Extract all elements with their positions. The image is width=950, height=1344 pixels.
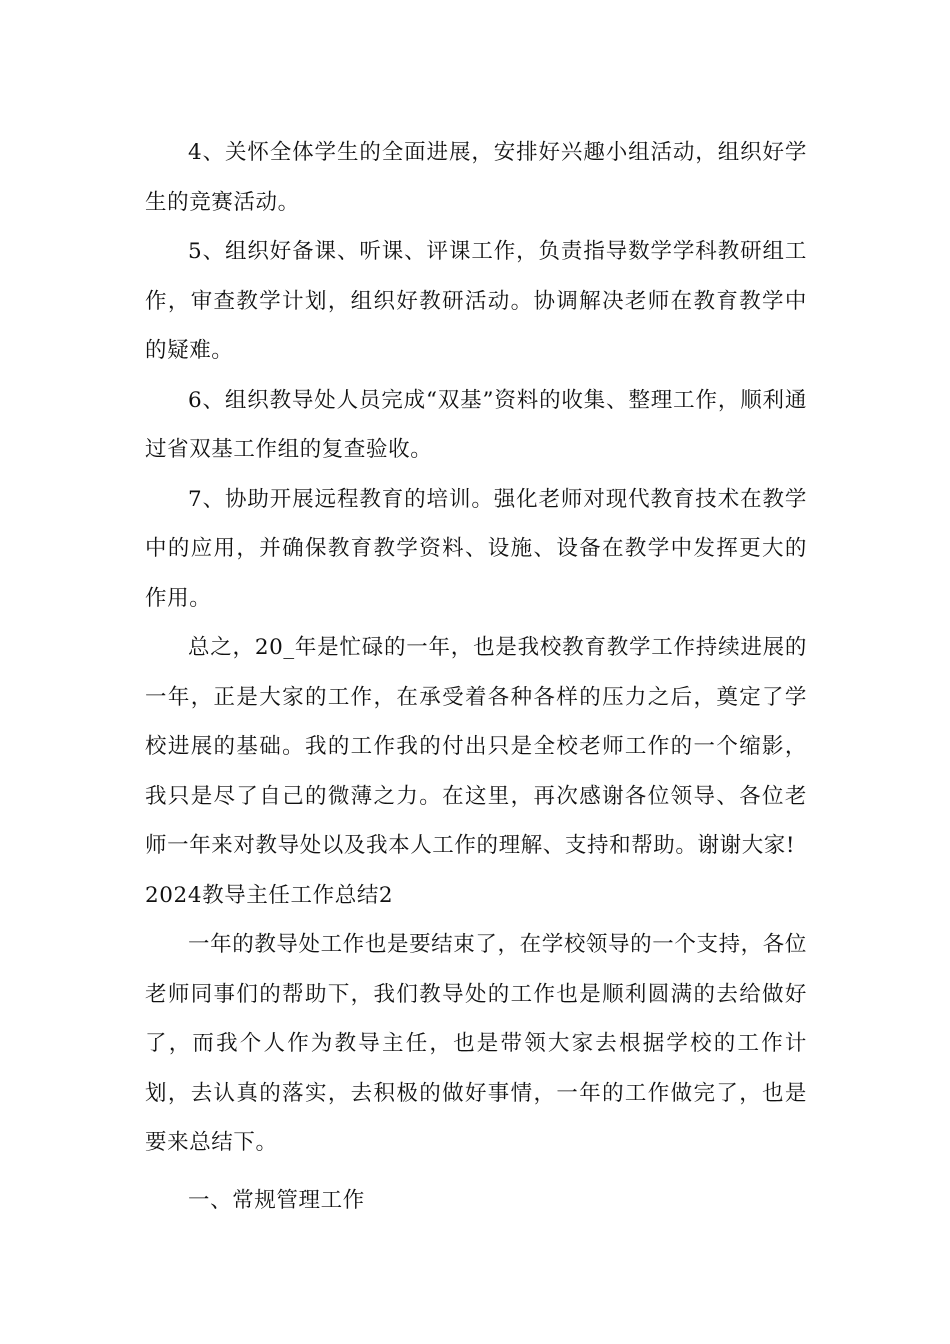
document-heading: 2024教导主任工作总结2 <box>145 882 394 908</box>
section-title: 一、常规管理工作 <box>188 1187 365 1213</box>
paragraph-item-5: 5、组织好备课、听课、评课工作，负责指导数学学科教研组工作，审查教学计划，组织好教研活动。协调解决老师在教育教学中的疑难。 <box>145 239 807 363</box>
paragraph-item-6: 6、组织教导处人员完成“双基”资料的收集、整理工作，顺利通过省双基工作组的复查验收。 <box>145 387 807 462</box>
summary-paragraph: 总之，20_年是忙碌的一年，也是我校教育教学工作持续进展的一年，正是大家的工作，在承受着各种各样的压力之后，奠定了学校进展的基础。我的工作我的付出只是全校老师工作的一个缩影，我只是尽了自己的微薄之力。在这里，再次感谢各位领导、各位老师一年来对教导处以及我本人工作的理解、支持和帮助。谢谢大家! <box>145 635 807 858</box>
paragraph-item-4: 4、关怀全体学生的全面进展，安排好兴趣小组活动，组织好学生的竞赛活动。 <box>145 140 807 215</box>
document-page <box>145 128 807 1225</box>
paragraph-item-7: 7、协助开展远程教育的培训。强化老师对现代教育技术在教学中的应用，并确保教育教学资料、设施、设备在教学中发挥更大的作用。 <box>145 486 807 611</box>
intro-paragraph: 一年的教导处工作也是要结束了，在学校领导的一个支持，各位老师同事们的帮助下，我们教导处的工作也是顺利圆满的去给做好了，而我个人作为教导主任，也是带领大家去根据学校的工作计划，去认真的落实，去积极的做好事情，一年的工作做完了，也是要来总结下。 <box>145 932 807 1155</box>
